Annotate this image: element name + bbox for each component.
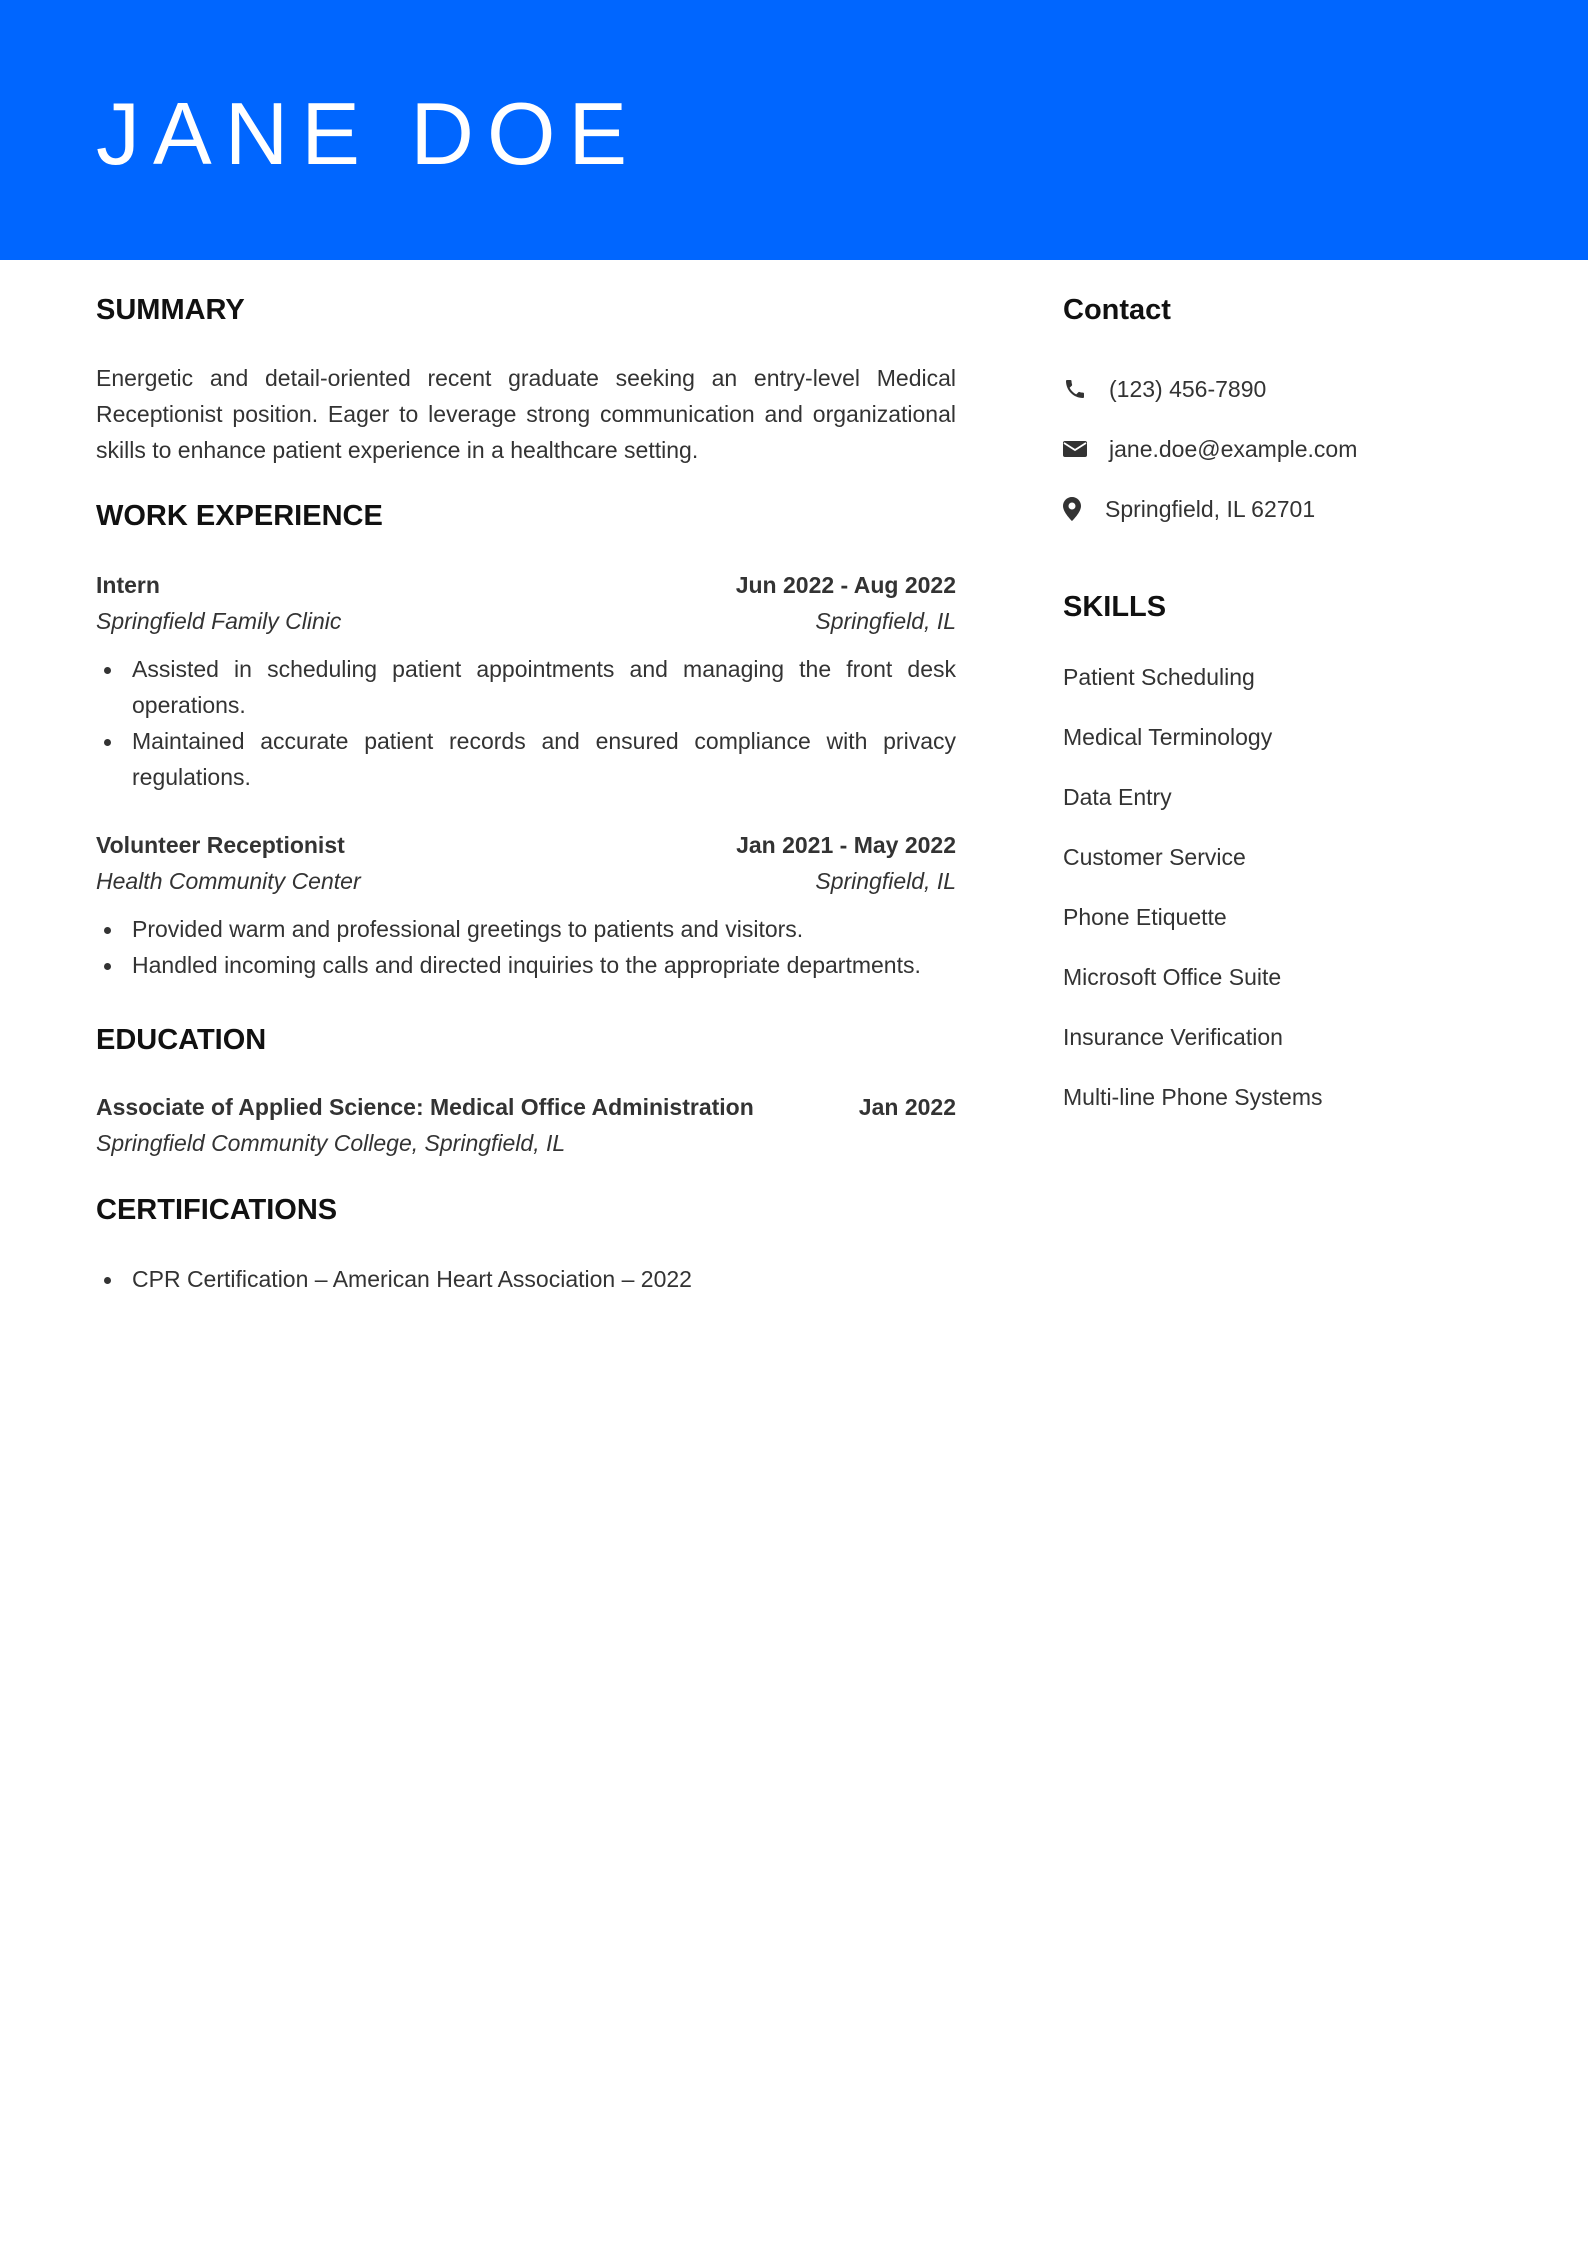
contact-heading: Contact xyxy=(1063,294,1171,326)
skill-item: Phone Etiquette xyxy=(1063,904,1227,930)
job-bullets xyxy=(96,911,956,983)
list-item: CPR Certification – American Heart Association – 2022 xyxy=(96,1261,956,1297)
skills-heading: SKILLS xyxy=(1063,591,1167,623)
job-company: Springfield Family Clinic xyxy=(96,608,342,634)
job-role: Intern xyxy=(96,572,160,598)
summary-heading: SUMMARY xyxy=(96,294,245,326)
skill-item: Customer Service xyxy=(1063,844,1246,870)
work-experience-section xyxy=(96,496,956,536)
job-entry xyxy=(96,827,956,983)
candidate-name: JANE DOE xyxy=(96,84,641,183)
list-item: Maintained accurate patient records and ensured compliance with privacy regulations. xyxy=(96,723,956,795)
contact-address xyxy=(1063,491,1315,527)
header-banner xyxy=(0,0,1588,260)
skill-item: Insurance Verification xyxy=(1063,1024,1283,1050)
envelope-icon xyxy=(1063,439,1109,459)
phone-number: (123) 456-7890 xyxy=(1109,375,1267,402)
education-section xyxy=(96,1020,956,1060)
summary-text: Energetic and detail-oriented recent graduate seeking an entry-level Medical Receptionist position. Eager to leverage strong communication and organizational skills to enhance patient experience in a healthcare setting. xyxy=(96,365,956,463)
job-dates: Jan 2021 - May 2022 xyxy=(736,832,956,858)
skill-item: Medical Terminology xyxy=(1063,724,1273,750)
list-item: Provided warm and professional greetings to patients and visitors. xyxy=(96,911,956,947)
job-company: Health Community Center xyxy=(96,868,361,894)
certifications-section xyxy=(96,1190,956,1230)
summary-section xyxy=(96,290,956,463)
contact-phone xyxy=(1063,371,1266,407)
job-bullets xyxy=(96,651,956,795)
job-entry xyxy=(96,567,956,795)
degree-date: Jan 2022 xyxy=(858,1094,956,1120)
email-address: jane.doe@example.com xyxy=(1109,435,1358,462)
job-dates: Jun 2022 - Aug 2022 xyxy=(735,572,956,598)
education-entry xyxy=(96,1089,956,1161)
school-name: Springfield Community College, Springfield, IL xyxy=(96,1130,566,1156)
certifications-list xyxy=(96,1261,956,1297)
address: Springfield, IL 62701 xyxy=(1105,495,1316,522)
education-heading: EDUCATION xyxy=(96,1024,267,1056)
list-item: Handled incoming calls and directed inquiries to the appropriate departments. xyxy=(96,947,956,983)
list-item: Assisted in scheduling patient appointments and managing the front desk operations. xyxy=(96,651,956,723)
skill-item: Data Entry xyxy=(1063,784,1172,810)
job-location: Springfield, IL xyxy=(815,868,956,894)
skill-item: Patient Scheduling xyxy=(1063,664,1255,690)
job-role: Volunteer Receptionist xyxy=(96,832,345,858)
job-location: Springfield, IL xyxy=(815,608,956,634)
certifications-heading: CERTIFICATIONS xyxy=(96,1194,338,1226)
skill-item: Multi-line Phone Systems xyxy=(1063,1084,1323,1110)
skill-item: Microsoft Office Suite xyxy=(1063,964,1282,990)
work-experience-heading: WORK EXPERIENCE xyxy=(96,500,383,532)
degree-title: Associate of Applied Science: Medical Office Administration xyxy=(96,1094,754,1120)
contact-email xyxy=(1063,431,1357,467)
map-marker-icon xyxy=(1063,497,1105,521)
phone-icon xyxy=(1063,377,1109,401)
